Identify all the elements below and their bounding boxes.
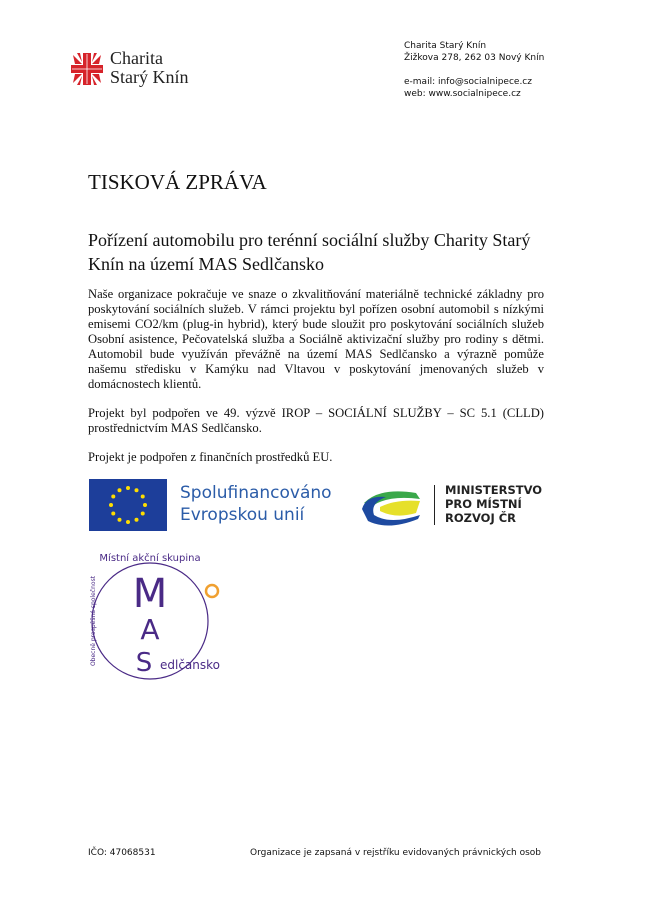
mas-letter-s: S <box>135 648 153 678</box>
document-body <box>88 170 544 692</box>
street: Žižkova 278, 262 03 Nový Knín <box>404 53 545 63</box>
eu-star-icon <box>135 488 139 492</box>
mas-letter-m: M <box>132 571 168 617</box>
mmr-line-1: MINISTERSTVO <box>445 483 543 497</box>
eu-star-icon <box>111 512 115 516</box>
web: web: www.socialnipece.cz <box>404 89 521 99</box>
paragraph-1: Naše organizace pokračuje ve snaze o zkvalitňování materiálně technické základny pro poskytování sociálních služeb. V rámci projektu byl pořízen osobní automobil s nízkými emisemi CO2/km (plug-in hybrid), který bude sloužit pro poskytování sociálních služeb Osobní asistence, Pečovatelská služba a Sociálně aktivizační služby pro rodiny s dětmi. Automobil bude využíván převážně na území MAS Sedlčansko a výrazně pomůže našemu středisku v Kamýku nad Vltavou v poskytování jmenovaných služeb v domácnostech klientů. <box>88 287 544 391</box>
eu-star-icon <box>118 488 122 492</box>
funding-logos <box>88 479 544 535</box>
eu-star-icon <box>141 495 145 499</box>
eu-star-icon <box>126 486 130 490</box>
eu-star-icon <box>135 518 139 522</box>
mmr-line-2: PRO MÍSTNÍ <box>445 497 522 511</box>
eu-cofinanced-text <box>180 482 332 526</box>
eu-star-icon <box>143 503 147 507</box>
eu-star-icon <box>118 518 122 522</box>
mmr-logo-icon <box>360 485 424 527</box>
eu-line-1: Spolufinancováno <box>180 483 332 503</box>
logo-line-1: Charita <box>110 48 163 68</box>
footer-ico: IČO: 47068531 <box>88 848 156 858</box>
org-name: Charita Starý Knín <box>404 41 487 51</box>
footer-registry-note: Organizace je zapsaná v rejstříku evidovaných právnických osob <box>250 848 541 858</box>
document-subtitle: Pořízení automobilu pro terénní sociální služby Charity Starý Knín na území MAS Sedlčansko <box>88 230 531 274</box>
eu-flag-icon <box>89 479 167 531</box>
charita-cross-logo-icon <box>70 52 104 86</box>
eu-star-icon <box>111 495 115 499</box>
mas-letter-a: A <box>140 613 160 646</box>
mmr-line-3: ROZVOJ ČR <box>445 511 517 525</box>
logo-line-2: Starý Knín <box>110 67 189 87</box>
mmr-divider <box>434 485 435 525</box>
mmr-text <box>445 483 542 525</box>
document-title: TISKOVÁ ZPRÁVA <box>88 170 267 194</box>
eu-line-2: Evropskou unií <box>180 505 305 525</box>
paragraph-3: Projekt je podpořen z finančních prostředků EU. <box>88 450 333 464</box>
address-block <box>404 40 544 100</box>
email: e-mail: info@socialnipece.cz <box>404 77 532 87</box>
eu-star-icon <box>141 512 145 516</box>
mas-small-text: Obecně prospěšná společnost <box>90 575 97 667</box>
mas-arc-text: Místní akční skupina <box>99 553 201 564</box>
eu-star-icon <box>109 503 113 507</box>
eu-star-icon <box>126 520 130 524</box>
mas-logo <box>86 547 544 692</box>
charita-logo-text <box>110 49 189 87</box>
mas-name-text: edlčansko <box>160 658 221 672</box>
paragraph-2: Projekt byl podpořen ve 49. výzvě IROP – SOCIÁLNÍ SLUŽBY – SC 5.1 (CLLD) prostřednictvím MAS Sedlčansko. <box>88 406 544 435</box>
mas-sedlcansko-logo-icon <box>86 547 236 687</box>
